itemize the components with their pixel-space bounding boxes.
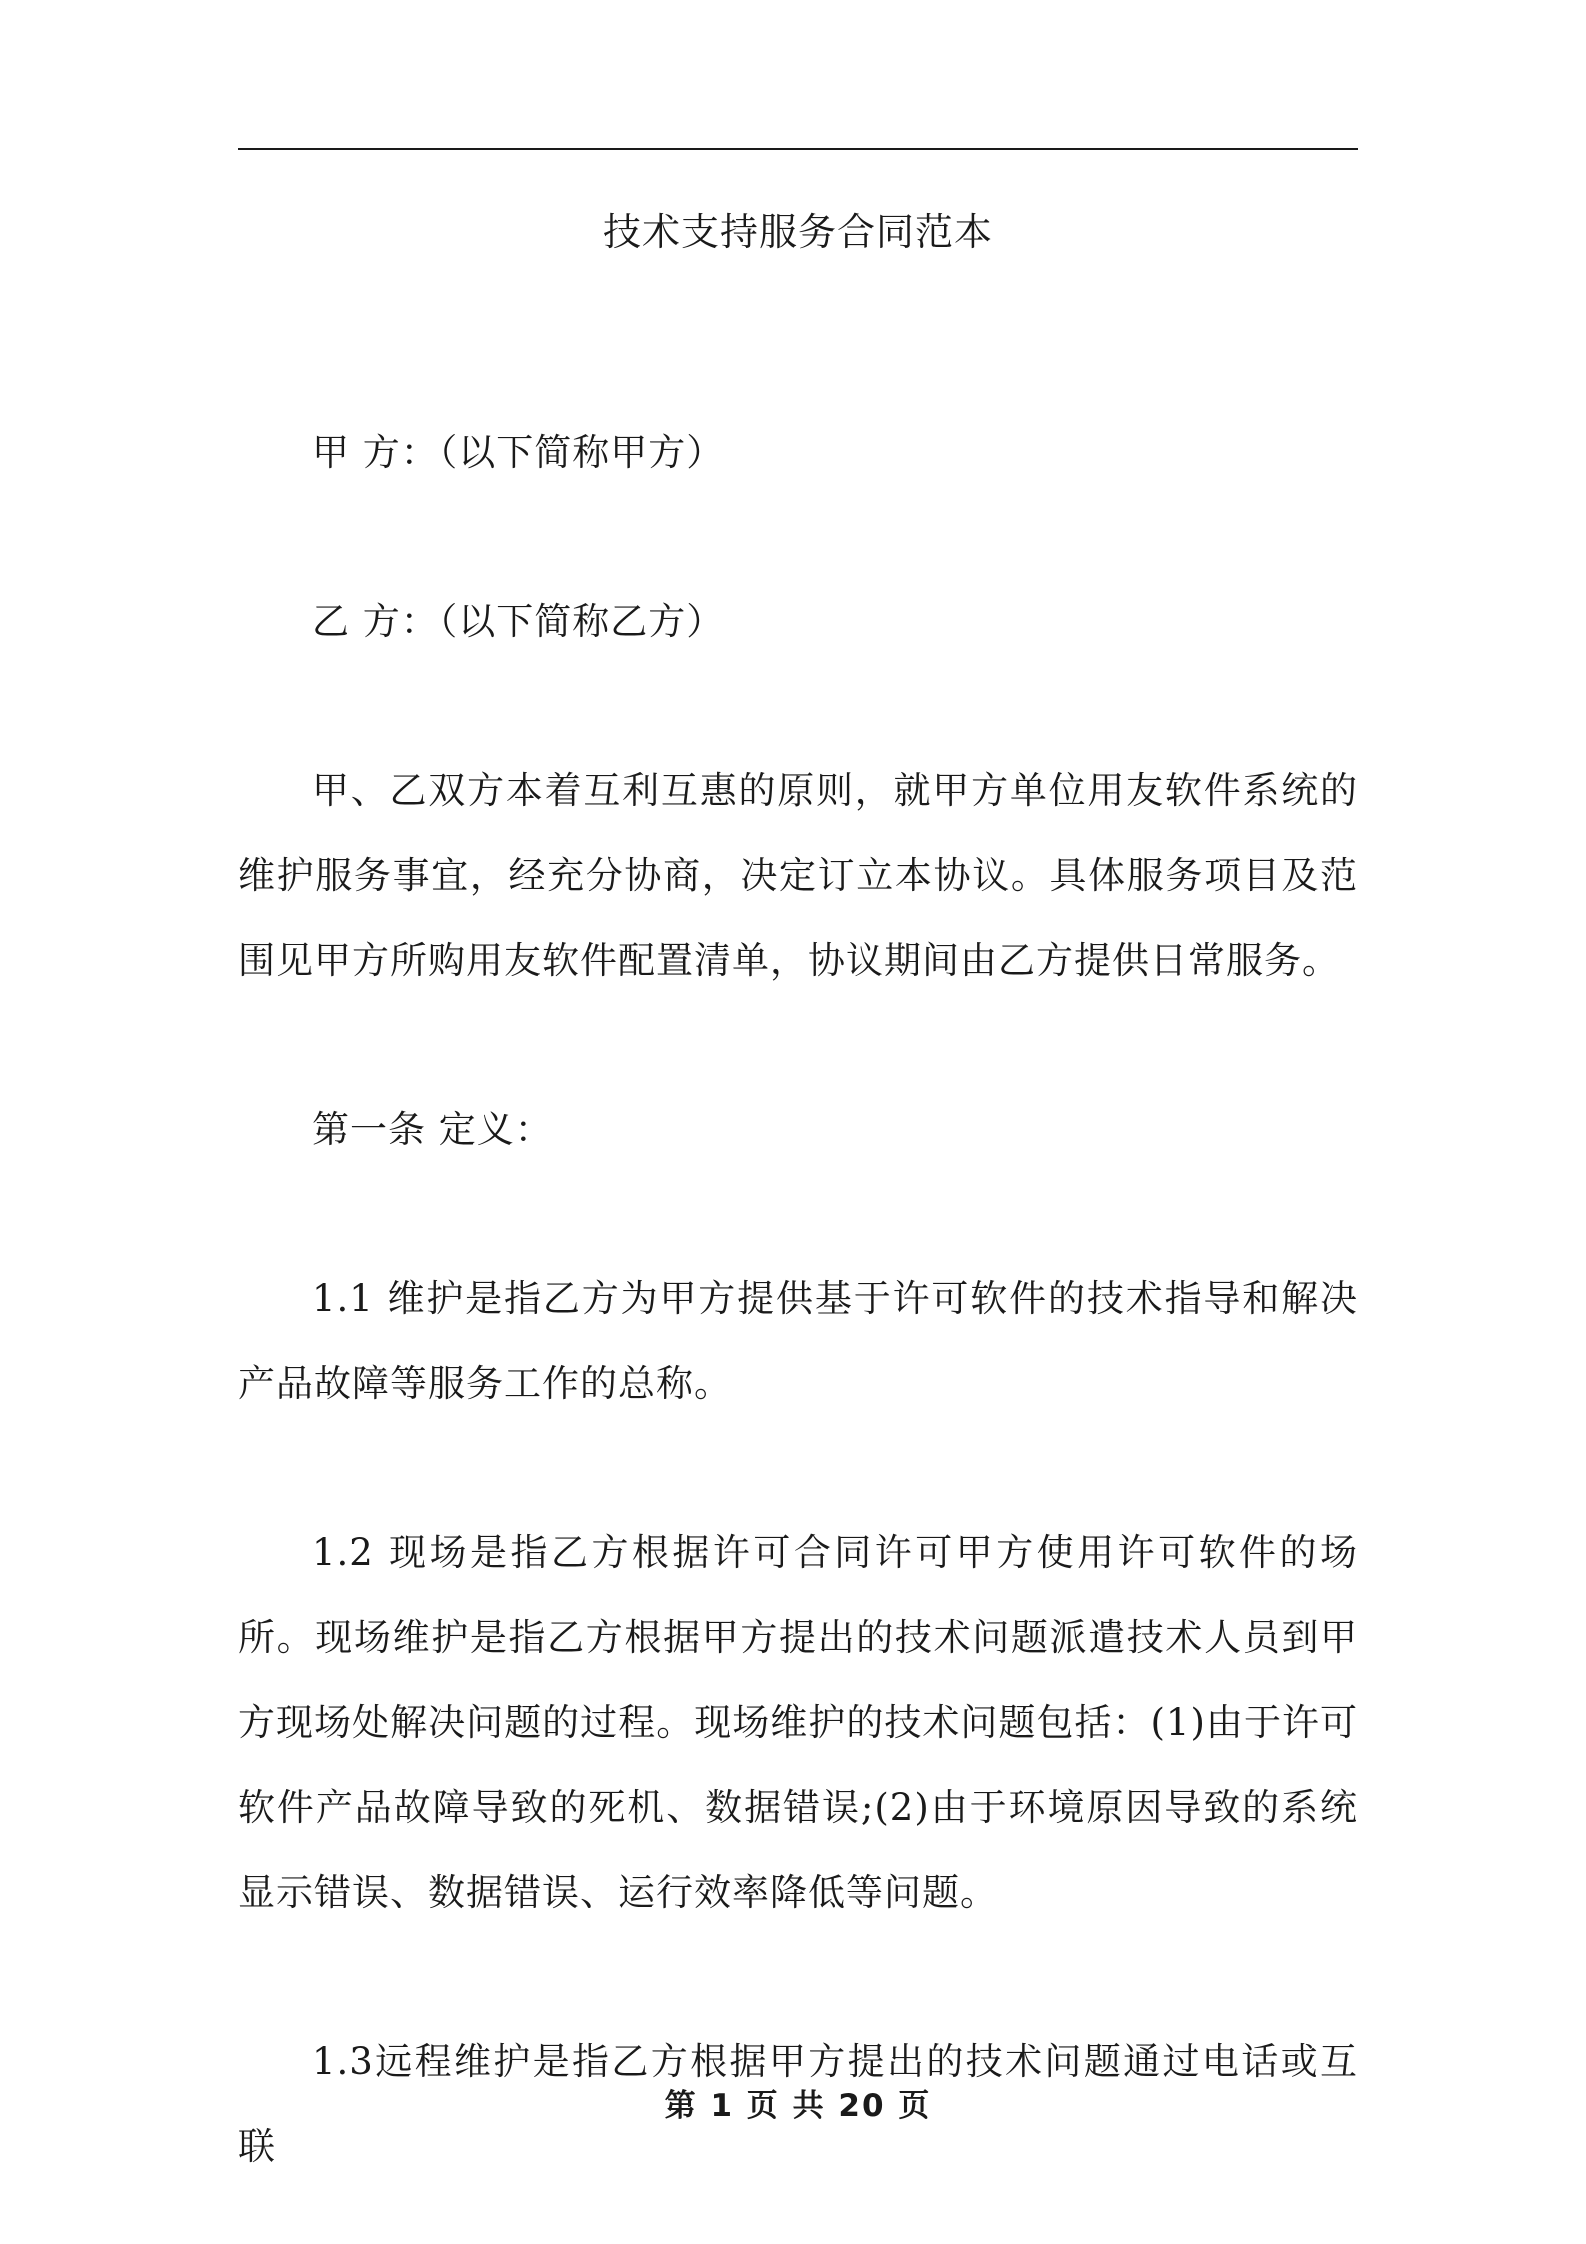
document-body [238, 410, 1358, 2189]
party-b-line: 乙 方：（以下简称乙方） [312, 600, 725, 643]
preamble-paragraph: 甲、乙双方本着互利互惠的原则，就甲方单位用友软件系统的维护服务事宜，经充分协商，决定订立本协议。具体服务项目及范围见甲方所购用友软件配置清单，协议期间由乙方提供日常服务。 [238, 769, 1358, 982]
clause-1-1: 1.1 维护是指乙方为甲方提供基于许可软件的技术指导和解决产品故障等服务工作的总称。 [238, 1277, 1358, 1405]
document-title: 技术支持服务合同范本 [602, 210, 993, 254]
party-a-line: 甲 方：（以下简称甲方） [312, 431, 725, 474]
article-one-heading: 第一条 定义： [312, 1108, 553, 1151]
clause-1-3: 1.3远程维护是指乙方根据甲方提出的技术问题通过电话或互联 [238, 2040, 1358, 2168]
clause-1-2: 1.2 现场是指乙方根据许可合同许可甲方使用许可软件的场所。现场维护是指乙方根据甲方提出的技术问题派遣技术人员到甲方现场处解决问题的过程。现场维护的技术问题包括：(1)由于许可软件产品故障导致的死机、数据错误;(2)由于环境原因导致的系统显示错误、数据错误、运行效率降低等问题。 [238, 1531, 1358, 1914]
header-rule [238, 148, 1358, 150]
page-number-footer: 第 1 页 共 20 页 [664, 2088, 932, 2124]
